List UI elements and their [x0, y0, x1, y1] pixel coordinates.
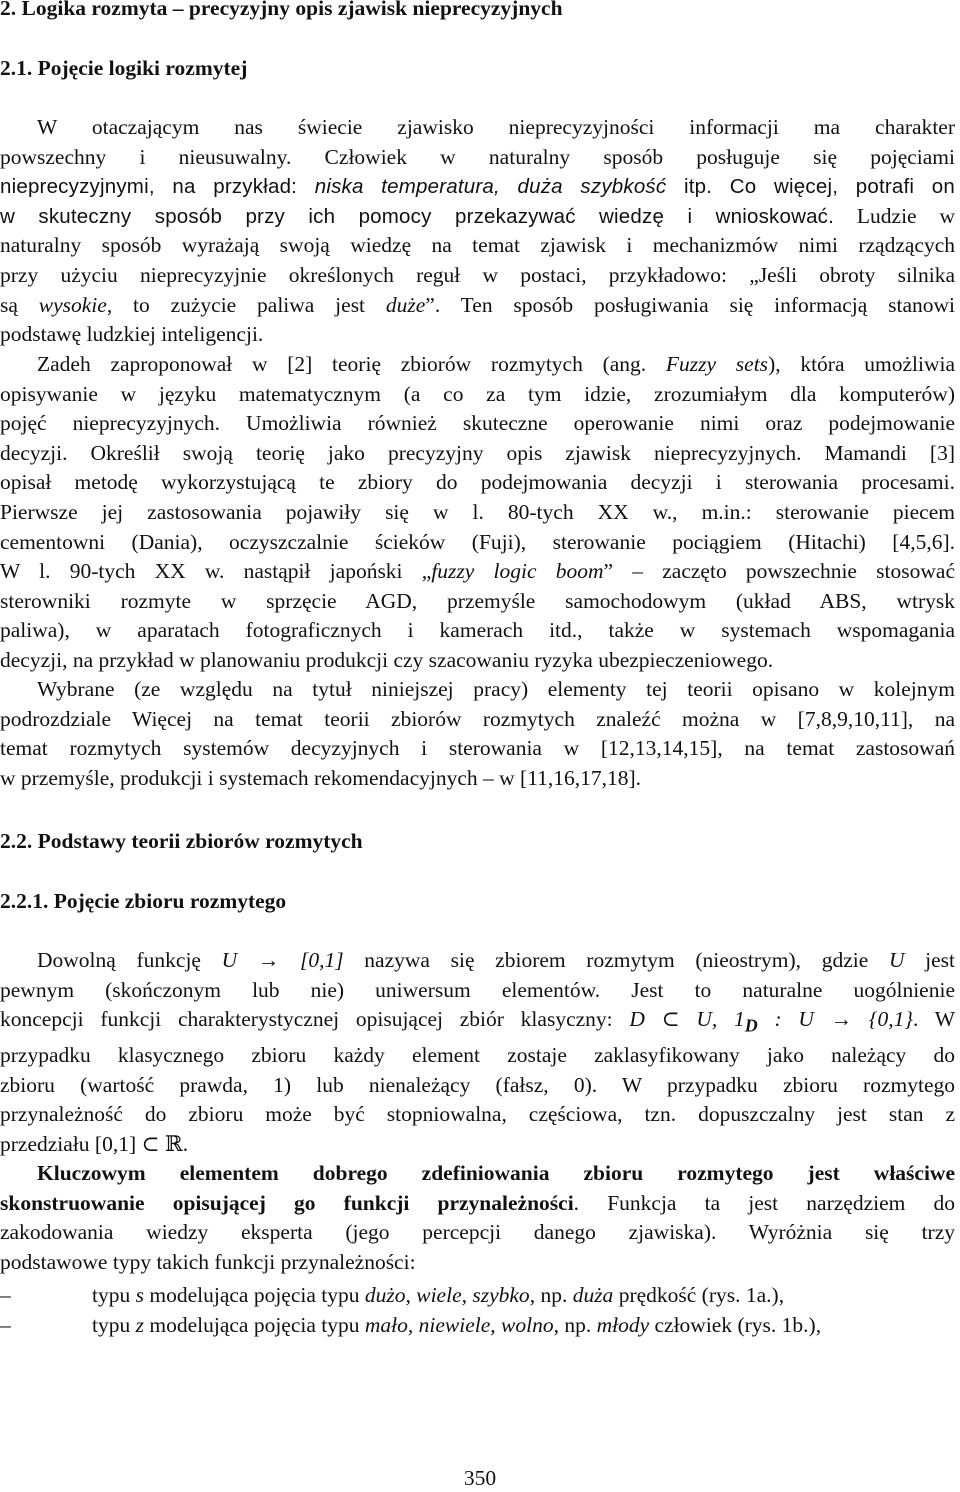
list-item: – typu s modelująca pojęcia typu dużo, wiele, szybko, np. duża prędkość (rys. 1a.),: [0, 1281, 955, 1311]
text-line: temat rozmytych systemów decyzyjnych i sterowania w [12,13,14,15], na temat zastosowań: [0, 736, 955, 761]
text-line: Zadeh zaproponował w [2] teorię zbiorów rozmytych (ang. Fuzzy sets), która umożliwia: [37, 352, 955, 376]
text-line: decyzji. Określił swoją teorię jako precyzyjny opis zjawisk nieprecyzyjnych. Mamandi [3]: [0, 440, 955, 465]
text-line: w przemyśle, produkcji i systemach rekomendacyjnych – w [11,16,17,18].: [0, 765, 642, 790]
text-line: nieprecyzyjnymi, na przykład: niska temperatura, duża szybkość itp. Co więcej, potrafi on: [0, 175, 955, 199]
text-line: W l. 90-tych XX w. nastąpił japoński „fuzzy logic boom” – zaczęto powszechnie stosować: [0, 559, 955, 584]
text-line: podrozdziale Więcej na temat teorii zbiorów rozmytych znaleźć można w [7,8,9,10,11], na: [0, 706, 955, 731]
math-expression: U: [888, 948, 905, 972]
text-line: są wysokie, to zużycie paliwa jest duże”. Ten sposób posługiwania się informacją stanowi: [0, 292, 955, 317]
text-line: w skuteczny sposób przy ich pomocy przekazywać wiedzę i wnioskować. Ludzie w: [0, 203, 956, 228]
text-line: paliwa), w aparatach fotograficznych i kamerach itd., także w systemach wspomagania: [0, 618, 955, 643]
text-line: powszechny i nieusuwalny. Człowiek w naturalny sposób posługuje się pojęciami: [0, 144, 955, 169]
paragraph-2: [0, 350, 955, 676]
text-line: przedziału [0,1] ⊂ ℝ.: [0, 1131, 189, 1156]
text-line: Dowolną funkcję U → [0,1] nazywa się zbiorem rozmytym (nieostrym), gdzie U jest: [37, 948, 955, 972]
text-line: skonstruowanie opisującej go funkcji przynależności. Funkcja ta jest narzędziem do: [0, 1190, 955, 1215]
paragraph-3: [0, 675, 955, 793]
text-line: Wybrane (ze względu na tytuł niniejszej pracy) elementy tej teorii opisano w kolejnym: [37, 677, 955, 701]
section-heading-2: 2.2. Podstawy teorii zbiorów rozmytych: [0, 829, 363, 853]
paragraph-5: [0, 1159, 955, 1277]
math-expression: : U → {0,1}: [757, 1007, 913, 1032]
text-line: opisywanie w języku matematycznym (a co za tym idzie, zrozumiałym dla komputerów): [0, 381, 955, 406]
text-line: Pierwsze jej zastosowania pojawiły się w l. 80-tych XX w., m.in.: sterowanie piecem: [0, 499, 955, 524]
text-line: W otaczającym nas świecie zjawisko nieprecyzyjności informacji ma charakter: [37, 115, 955, 139]
math-expression: U → [0,1]: [221, 948, 344, 972]
text-line: Kluczowym elementem dobrego zdefiniowania zbioru rozmytego jest właściwe: [37, 1161, 955, 1185]
text-line: podstawowe typy takich funkcji przynależności:: [0, 1249, 416, 1274]
section-heading: 2. Logika rozmyta – precyzyjny opis zjawisk nieprecyzyjnych: [0, 0, 563, 20]
math-expression: D ⊂ U, 1: [629, 1007, 745, 1032]
text-line: pewnym (skończonym lub nie) uniwersum elementów. Jest to naturalne uogólnienie: [0, 977, 955, 1002]
text-line: zakodowania wiedzy eksperta (jego percepcji danego zjawiska). Wyróżnia się trzy: [0, 1220, 955, 1245]
page-number: 350: [463, 1466, 497, 1490]
text-line: cementowni (Dania), oczyszczalnie ścieków (Fuji), sterowanie pociągiem (Hitachi) [4,5,6].: [0, 529, 955, 554]
text-line: przy użyciu nieprecyzyjnie określonych reguł w postaci, przykładowo: „Jeśli obroty silnika: [0, 262, 955, 287]
text-line: przypadku klasycznego zbioru każdy element zostaje zaklasyfikowany jako należący do: [0, 1043, 955, 1068]
subsection-heading: 2.1. Pojęcie logiki rozmytej: [0, 56, 248, 80]
text-line: decyzji, na przykład w planowaniu produkcji czy szacowaniu ryzyka ubezpieczeniowego.: [0, 647, 774, 672]
text-line: opisał metodę wykorzystującą te zbiory do podejmowania decyzji i sterowania procesami.: [0, 470, 955, 495]
subsection-heading-2: 2.2.1. Pojęcie zbioru rozmytego: [0, 889, 287, 913]
paragraph-4: [0, 946, 955, 1159]
membership-function-types-list: [0, 1281, 955, 1340]
text-line: koncepcji funkcji charakterystycznej opisującej zbiór klasyczny: D ⊂ U, $1_D$ : U → {0,1}. W: [0, 1007, 955, 1036]
text-line: przynależność do zbioru może być stopniowalna, częściowa, tzn. dopuszczalny jest stan z: [0, 1102, 955, 1127]
list-item: – typu z modelująca pojęcia typu mało, niewiele, wolno, np. młody człowiek (rys. 1b.),: [0, 1311, 955, 1341]
paragraph-1: [0, 113, 955, 350]
math-expression: [0,1] ⊂ ℝ: [94, 1131, 183, 1156]
text-line: podstawę ludzkiej inteligencji.: [0, 322, 264, 347]
list-bullet: –: [0, 1283, 11, 1307]
text-line: zbioru (wartość prawda, 1) lub nienależący (fałsz, 0). W przypadku zbioru rozmytego: [0, 1072, 955, 1097]
text-line: pojęć nieprecyzyjnych. Umożliwia również skuteczne operowanie nimi oraz podejmowanie: [0, 411, 955, 436]
text-line: sterowniki rozmyte w sprzęcie AGD, przemyśle samochodowym (układ ABS, wtrysk: [0, 588, 955, 613]
text-line: naturalny sposób wyrażają swoją wiedzę na temat zjawisk i mechanizmów nimi rządzących: [0, 233, 955, 258]
list-bullet: –: [0, 1312, 11, 1337]
